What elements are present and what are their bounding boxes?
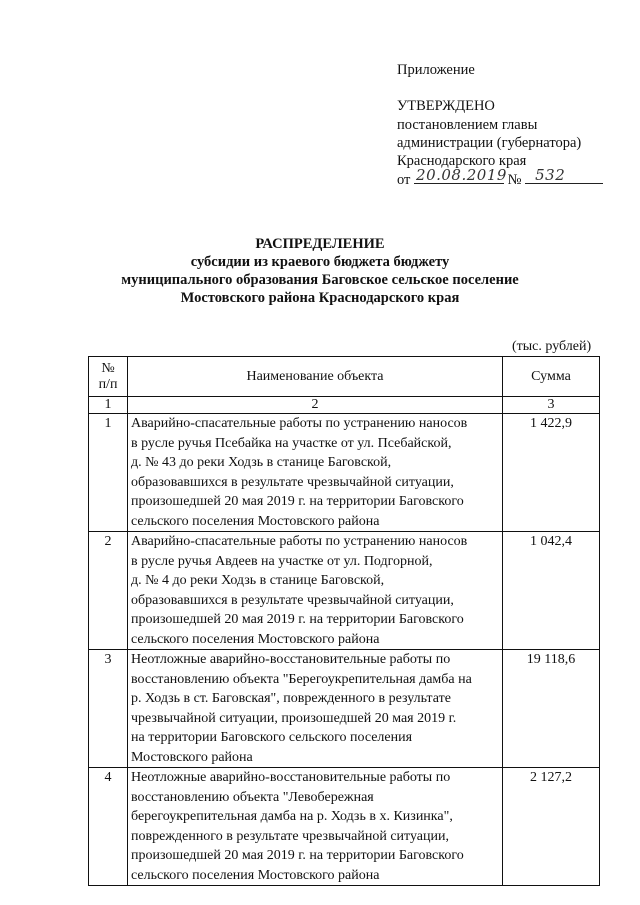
- description-line: Аварийно-спасательные работы по устранению наносов: [131, 416, 468, 431]
- distribution-table: [88, 356, 600, 886]
- row-description: [128, 650, 503, 768]
- table-row: [89, 414, 600, 532]
- approved-line-2: администрации (губернатора): [397, 135, 582, 151]
- appendix-label: Приложение: [397, 62, 475, 78]
- description-line: Мостовского района: [131, 749, 253, 765]
- description-line: Неотложные аварийно-восстановительные работы по: [131, 652, 451, 667]
- row-num: 1: [89, 414, 128, 532]
- header-num-line-1: №: [101, 360, 115, 376]
- description-line: д. № 43 до реки Ходзь в станице Баговской,: [131, 455, 392, 470]
- row-description: [128, 532, 503, 650]
- description-line: Неотложные аварийно-восстановительные работы по: [131, 770, 451, 785]
- row-description: [128, 768, 503, 886]
- header-sum: Сумма: [503, 357, 600, 397]
- row-sum: 1 422,9: [503, 414, 600, 532]
- description-line: произошедшей 20 мая 2019 г. на территории Баговского: [131, 848, 464, 863]
- col-number-2: 2: [128, 397, 503, 414]
- table-row: [89, 532, 600, 650]
- row-sum: 2 127,2: [503, 768, 600, 886]
- description-line: в русле ручья Авдеев на участке от ул. Подгорной,: [131, 553, 433, 569]
- description-line: р. Ходзь в ст. Баговская", поврежденного в результате: [131, 691, 451, 706]
- description-line: восстановлению объекта "Берегоукрепительная дамба на: [131, 671, 472, 687]
- description-line: образовавшихся в результате чрезвычайной ситуации,: [131, 474, 454, 490]
- description-line: берегоукрепительная дамба на р. Ходзь в х. Кизинка",: [131, 809, 453, 824]
- approved-label: УТВЕРЖДЕНО: [397, 98, 495, 114]
- title-line-3: Мостовского района Краснодарского края: [180, 290, 460, 306]
- col-number-3: 3: [503, 397, 600, 414]
- description-line: на территории Баговского сельского поселения: [131, 730, 413, 745]
- approved-line-3: Краснодарского края: [397, 153, 527, 169]
- description-line: д. № 4 до реки Ходзь в станице Баговской,: [131, 573, 385, 588]
- description-line: сельского поселения Мостовского района: [131, 631, 380, 647]
- row-description: [128, 414, 503, 532]
- description-line: в русле ручья Псебайка на участке от ул. Псебайской,: [131, 435, 452, 451]
- row-num: 2: [89, 532, 128, 650]
- header-num-line-2: п/п: [98, 376, 118, 392]
- date-prefix: от: [397, 172, 411, 188]
- row-num: 4: [89, 768, 128, 886]
- description-line: произошедшей 20 мая 2019 г. на территории Баговского: [131, 494, 464, 509]
- description-line: Аварийно-спасательные работы по устранению наносов: [131, 534, 468, 549]
- description-line: чрезвычайной ситуации, произошедшей 20 мая 2019 г.: [131, 710, 457, 726]
- number-handwritten: 532: [535, 166, 566, 184]
- title-line-2: муниципального образования Баговское сельское поселение: [121, 272, 519, 288]
- number-prefix: №: [507, 172, 522, 188]
- row-sum: 19 118,6: [503, 650, 600, 768]
- description-line: образовавшихся в результате чрезвычайной ситуации,: [131, 592, 454, 608]
- description-line: сельского поселения Мостовского района: [131, 867, 380, 883]
- description-line: произошедшей 20 мая 2019 г. на территории Баговского: [131, 612, 464, 627]
- header-name: Наименование объекта: [128, 357, 503, 397]
- document-heading: РАСПРЕДЕЛЕНИЕ: [255, 236, 385, 252]
- row-num: 3: [89, 650, 128, 768]
- date-handwritten: 20.08.2019: [416, 166, 507, 184]
- column-number-row: [89, 397, 600, 414]
- description-line: восстановлению объекта "Левобережная: [131, 789, 374, 805]
- table-row: [89, 650, 600, 768]
- approved-line-1: постановлением главы: [397, 117, 538, 133]
- title-line-1: субсидии из краевого бюджета бюджету: [190, 254, 450, 270]
- table-header-row: [89, 357, 600, 397]
- description-line: сельского поселения Мостовского района: [131, 513, 380, 529]
- col-number-1: 1: [89, 397, 128, 414]
- description-line: поврежденного в результате чрезвычайной ситуации,: [131, 828, 449, 844]
- table-row: [89, 768, 600, 886]
- header-num: [89, 357, 128, 397]
- number-field: [525, 168, 603, 184]
- units-label: (тыс. рублей): [512, 339, 592, 354]
- date-field: [414, 166, 507, 184]
- row-sum: 1 042,4: [503, 532, 600, 650]
- date-number-line: [397, 168, 603, 189]
